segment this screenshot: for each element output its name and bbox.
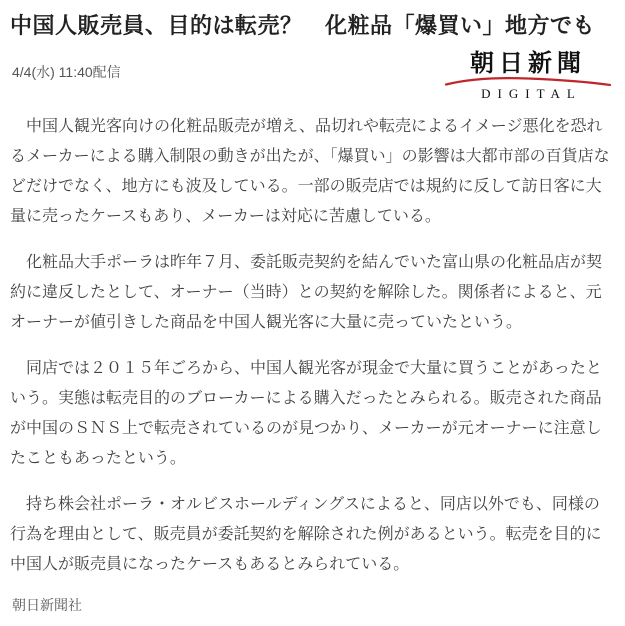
swoosh-path bbox=[446, 78, 610, 85]
asahi-shimbun-digital-logo[interactable] bbox=[443, 52, 613, 102]
article-paragraph-4: 持ち株会社ポーラ・オルビスホールディングスによると、同店以外でも、同様の行為を理由として、販売員が委託契約を解除された例があるという。転売を目的に中国人が販売員になったケースもあるとみられている。 bbox=[10, 496, 602, 573]
asahi-logo-digital-label: DIGITAL bbox=[481, 86, 582, 101]
source-credit: 朝日新聞社 bbox=[12, 597, 82, 613]
article-title: 中国人販売員、目的は転売？ 化粧品「爆買い」地方でも bbox=[10, 13, 596, 38]
asahi-logo-kanji: 朝日新聞 bbox=[470, 51, 586, 77]
article-paragraph-2: 化粧品大手ポーラは昨年７月、委託販売契約を結んでいた富山県の化粧品店が契約に違反したとして、オーナー（当時）との契約を解除した。関係者によると、元オーナーが値引きした商品を中国人観光客に大量に売っていたという。 bbox=[10, 254, 603, 331]
article-body bbox=[10, 112, 614, 580]
article-meta-row bbox=[10, 52, 614, 102]
publish-timestamp: 4/4(水) 11:40配信 bbox=[12, 64, 121, 80]
article-paragraph-3: 同店では２０１５年ごろから、中国人観光客が現金で大量に買うことがあったという。実態は転売目的のブローカーによる購入だったとみられる。販売された商品が中国のＳＮＳ上で転売されているのが見つかり、メーカーが元オーナーに注意したこともあったという。 bbox=[10, 360, 602, 467]
article-paragraph-1: 中国人観光客向けの化粧品販売が増え、品切れや転売によるイメージ悪化を恐れるメーカーによる購入制限の動きが出たが、「爆買い」の影響は大都市部の百貨店などだけでなく、地方にも波及している。一部の販売店では規約に反して訪日客に大量に売ったケースもあり、メーカーは対応に苦慮している。 bbox=[10, 118, 610, 225]
